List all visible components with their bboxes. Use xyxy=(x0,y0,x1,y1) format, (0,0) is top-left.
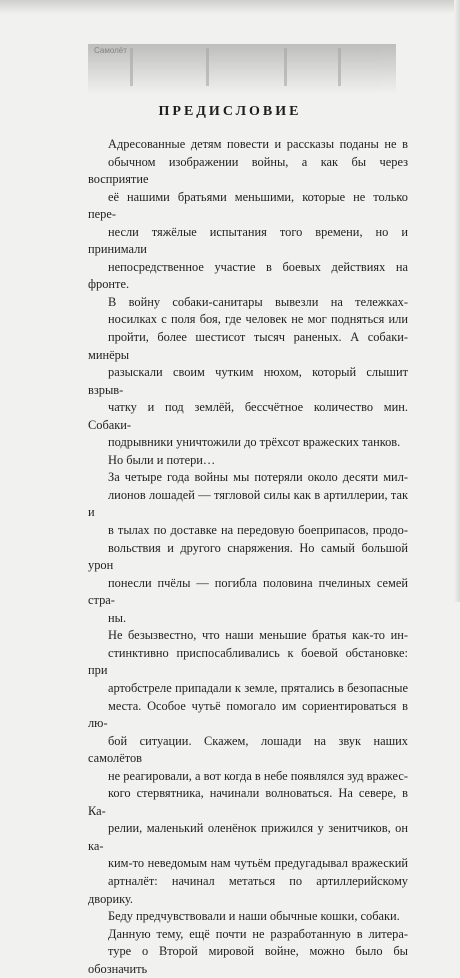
paragraph-2 xyxy=(88,294,408,452)
header-illustration xyxy=(88,44,396,94)
text-line: понесли пчёлы — погибла половина пчелиных семей стра- xyxy=(88,575,408,608)
paragraph-5 xyxy=(88,627,408,925)
paragraph-1 xyxy=(88,136,408,294)
text-line: артналёт: начинал метаться по артиллерийскому дворику. xyxy=(88,873,408,906)
scan-edge-top xyxy=(0,0,460,14)
text-line: не реагировали, а вот когда в небе появлялся зуд вражес- xyxy=(108,768,408,783)
illustration-stroke xyxy=(284,48,287,86)
text-line: релии, маленький оленёнок прижился у зенитчиков, он ка- xyxy=(88,821,408,853)
text-line: вольствия и другого снаряжения. Но самый большой урон xyxy=(88,540,408,573)
header-caption: Самолёт xyxy=(94,46,127,55)
text-line: стинктивно приспосабливались к боевой обстановке: при xyxy=(88,645,408,678)
text-line: лионов лошадей — тягловой силы как в артиллерии, так и xyxy=(88,487,408,520)
text-line: ким-то неведомым нам чутьём предугадывал вражеский xyxy=(108,856,408,871)
body-text xyxy=(88,136,408,978)
text-line: носилках с поля боя, где человек не мог подняться или xyxy=(108,312,408,327)
text-line: Адресованные детям повести и рассказы поданы не в xyxy=(108,137,408,151)
text-line: Не безызвестно, что наши меньшие братья как-то ин- xyxy=(108,628,408,643)
text-line: артобстреле припадали к земле, прятались в безопасные xyxy=(108,680,408,695)
text-line: Данную тему, ещё почти не разработанную в литера- xyxy=(108,926,408,941)
text-line: пройти, более шестисот тысяч раненых. А собаки-минёры xyxy=(88,330,408,362)
text-line: туре о Второй мировой войне, можно было бы обозначить xyxy=(88,944,408,976)
text-line: места. Особое чутьё помогало им сориентироваться в лю- xyxy=(88,698,408,731)
text-line: чатку и под землёй, бессчётное количество мин. Собаки- xyxy=(88,400,408,432)
text-line: кого стервятника, начинали волноваться. На севере, в Ка- xyxy=(88,786,408,818)
text-line: бой ситуации. Скажем, лошади на звук наших самолётов xyxy=(88,733,408,766)
paragraph-3 xyxy=(88,452,408,470)
text-line: непосредственное участие в боевых действиях на фронте. xyxy=(88,259,408,292)
paragraph-6 xyxy=(88,926,408,978)
illustration-stroke xyxy=(206,48,209,86)
paragraph-4 xyxy=(88,469,408,627)
text-line: ны. xyxy=(108,610,127,625)
illustration-stroke xyxy=(130,48,133,86)
text-line: За четыре года войны мы потеряли около десяти мил- xyxy=(108,470,408,485)
text-line: В войну собаки-санитары вывезли на тележках- xyxy=(108,294,408,309)
text-line: подрывники уничтожили до трёхсот вражеских танков. xyxy=(108,435,401,450)
text-line: обычном изображении войны, а как бы через восприятие xyxy=(88,154,408,187)
illustration-stroke xyxy=(338,48,341,86)
text-line: её нашими братьями меньшими, которые не только пере- xyxy=(88,189,408,222)
text-line: несли тяжёлые испытания того времени, но и принимали xyxy=(88,224,408,257)
text-line: Но были и потери… xyxy=(108,452,216,467)
text-line: Беду предчувствовали и наши обычные кошки, собаки. xyxy=(108,909,400,924)
text-line: разыскали своим чутким нюхом, который слышит взрыв- xyxy=(88,365,408,397)
page-title: ПРЕДИСЛОВИЕ xyxy=(158,104,302,119)
text-line: в тылах по доставке на передовую боеприпасов, продо- xyxy=(108,523,408,538)
scan-edge-right xyxy=(454,0,460,602)
